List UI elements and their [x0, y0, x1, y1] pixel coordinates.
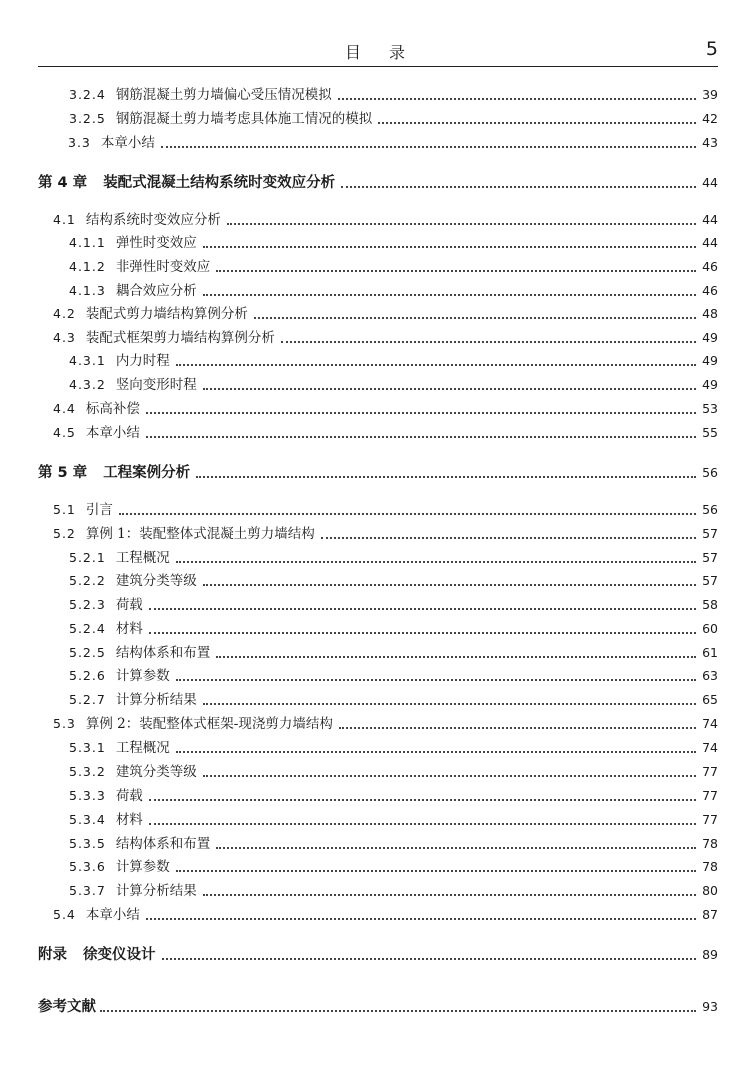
toc-entry-number: 4.3.2	[69, 377, 106, 392]
toc-chapter-title: 装配式混凝土结构系统时变效应分析	[103, 175, 336, 191]
toc-entry-number: 4.1.1	[69, 235, 106, 250]
toc-entry[interactable]	[38, 785, 718, 807]
toc-entry[interactable]	[38, 256, 718, 278]
toc-entry-number: 4.1	[53, 212, 76, 227]
toc-entry-number: 5.3.6	[69, 859, 106, 874]
toc-entry[interactable]	[38, 108, 718, 130]
header-title: 目 录	[344, 43, 411, 62]
toc-entry-page: 58	[702, 597, 718, 612]
toc-chapter-entry[interactable]	[38, 944, 718, 966]
toc-entry-title: 材料	[115, 812, 143, 828]
toc-entry-title: 装配式剪力墙结构算例分析	[85, 306, 248, 322]
toc-entry-page: 89	[702, 947, 718, 962]
toc-entry-page: 77	[702, 812, 718, 827]
toc-entry-number: 3.3	[68, 135, 91, 150]
dot-leader	[338, 98, 696, 100]
toc-entry-title: 建筑分类等级	[115, 573, 197, 589]
dot-leader	[339, 727, 696, 729]
toc-entry-page: 48	[702, 306, 718, 321]
toc-entry-page: 93	[702, 999, 718, 1014]
toc-entry-number: 5.3.7	[69, 883, 106, 898]
toc-entry-number: 5.2.4	[69, 621, 106, 636]
toc-entry-page: 49	[702, 353, 718, 368]
dot-leader	[203, 246, 696, 248]
dot-leader	[341, 186, 696, 188]
dot-leader	[146, 436, 696, 438]
dot-leader	[100, 1010, 696, 1012]
toc-entry-title: 荷载	[115, 597, 143, 613]
toc-chapter-number: 附录	[38, 947, 67, 963]
toc-entry-title: 本章小结	[85, 425, 140, 441]
toc-entry-page: 44	[702, 212, 718, 227]
toc-entry-page: 74	[702, 740, 718, 755]
toc-entry-page: 49	[702, 377, 718, 392]
toc-entry-title: 结构体系和布置	[115, 645, 211, 661]
toc-entry-title: 计算参数	[115, 668, 170, 684]
toc-entry[interactable]	[38, 594, 718, 616]
toc-entry-page: 49	[702, 330, 718, 345]
toc-entry-title: 本章小结	[100, 135, 155, 151]
toc-entry-title: 计算分析结果	[115, 883, 197, 899]
toc-entry-page: 78	[702, 859, 718, 874]
toc-entry-title: 钢筋混凝土剪力墙考虑具体施工情况的模拟	[115, 111, 373, 127]
toc-entry-page: 87	[702, 907, 718, 922]
toc-entry-title: 材料	[115, 621, 143, 637]
dot-leader	[203, 894, 696, 896]
toc-entry-number: 5.3.3	[69, 788, 106, 803]
toc-entry-number: 5.3.2	[69, 764, 106, 779]
toc-entry-number: 4.5	[53, 425, 76, 440]
toc-entry-title: 非弹性时变效应	[115, 259, 211, 275]
dot-leader	[162, 958, 697, 960]
toc-entry-number: 5.2.3	[69, 597, 106, 612]
toc-entry-number: 5.4	[53, 907, 76, 922]
toc-entry[interactable]	[38, 642, 718, 664]
dot-leader	[203, 584, 696, 586]
toc-entry[interactable]	[38, 374, 718, 396]
toc-entry-number: 3.2.5	[69, 111, 106, 126]
toc-chapter-entry[interactable]	[38, 996, 718, 1018]
toc-chapter-number: 第 5 章	[38, 465, 88, 481]
dot-leader	[149, 608, 696, 610]
toc-entry-page: 43	[702, 135, 718, 150]
toc-entry-number: 5.3.5	[69, 836, 106, 851]
toc-entry-page: 44	[702, 235, 718, 250]
toc-entry-number: 4.1.3	[69, 283, 106, 298]
toc-entry-page: 42	[702, 111, 718, 126]
dot-leader	[196, 476, 696, 478]
toc-entry-number: 5.3.4	[69, 812, 106, 827]
toc-chapter-title: 工程案例分析	[103, 465, 191, 481]
toc-entry[interactable]	[38, 618, 718, 640]
toc-entry[interactable]	[38, 665, 718, 687]
toc-entry[interactable]	[38, 523, 718, 545]
toc-entry-number: 5.2.5	[69, 645, 106, 660]
toc-entry-page: 80	[702, 883, 718, 898]
dot-leader	[149, 823, 696, 825]
header-page-number: 5	[705, 38, 718, 60]
toc-entry[interactable]	[38, 570, 718, 592]
toc-entry-title: 建筑分类等级	[115, 764, 197, 780]
toc-entry-page: 46	[702, 283, 718, 298]
toc-entry-number: 4.4	[53, 401, 76, 416]
toc-entry[interactable]	[38, 232, 718, 254]
toc-entry-page: 55	[702, 425, 718, 440]
dot-leader	[281, 341, 696, 343]
dot-leader	[176, 751, 696, 753]
toc-entry-page: 77	[702, 788, 718, 803]
toc-entry-title: 算例 1：装配整体式混凝土剪力墙结构	[85, 526, 315, 542]
toc-entry-page: 57	[702, 550, 718, 565]
toc-entry[interactable]	[38, 833, 718, 855]
toc-entry[interactable]	[38, 499, 718, 521]
toc-entry[interactable]	[38, 880, 718, 902]
toc-entry-number: 5.2	[53, 526, 76, 541]
toc-entry-number: 4.3	[53, 330, 76, 345]
toc-entry[interactable]	[38, 713, 718, 735]
toc-entry[interactable]	[38, 350, 718, 372]
toc-entry[interactable]	[38, 280, 718, 302]
toc-entry-title: 算例 2：装配整体式框架-现浇剪力墙结构	[85, 716, 333, 732]
dot-leader	[161, 146, 696, 148]
toc-entry-title: 计算参数	[115, 859, 170, 875]
toc-entry[interactable]	[38, 547, 718, 569]
toc-entry[interactable]	[38, 856, 718, 878]
toc-chapter-number: 参考文献	[38, 999, 96, 1015]
toc-entry-page: 53	[702, 401, 718, 416]
toc-entry-page: 44	[702, 175, 718, 190]
toc-entry-number: 3.2.4	[69, 87, 106, 102]
toc-entry-page: 56	[702, 465, 718, 480]
toc-entry-number: 4.2	[53, 306, 76, 321]
dot-leader	[176, 679, 696, 681]
toc-entry-page: 78	[702, 836, 718, 851]
toc-entry-title: 钢筋混凝土剪力墙偏心受压情况模拟	[115, 87, 332, 103]
toc-chapter-number: 第 4 章	[38, 175, 88, 191]
dot-leader	[203, 388, 696, 390]
dot-leader	[227, 223, 696, 225]
toc-entry-number: 4.1.2	[69, 259, 106, 274]
toc-entry[interactable]	[38, 761, 718, 783]
dot-leader	[149, 632, 696, 634]
toc-entry-title: 工程概况	[115, 550, 170, 566]
toc-entry-page: 63	[702, 668, 718, 683]
toc-entry-page: 57	[702, 526, 718, 541]
toc-entry-page: 46	[702, 259, 718, 274]
toc-entry[interactable]	[38, 398, 718, 420]
toc-entry-number: 4.3.1	[69, 353, 106, 368]
dot-leader	[176, 561, 696, 563]
toc-entry[interactable]	[38, 327, 718, 349]
toc-entry-page: 74	[702, 716, 718, 731]
toc-entry-title: 结构体系和布置	[115, 836, 211, 852]
toc-entry-title: 标高补偿	[85, 401, 140, 417]
toc-entry-title: 引言	[85, 502, 113, 518]
toc-entry[interactable]	[38, 422, 718, 444]
toc-entry[interactable]	[38, 84, 718, 106]
dot-leader	[119, 513, 696, 515]
toc-entry-page: 39	[702, 87, 718, 102]
dot-leader	[254, 317, 696, 319]
dot-leader	[216, 847, 696, 849]
dot-leader	[216, 656, 696, 658]
toc-entry-number: 5.2.7	[69, 692, 106, 707]
toc-entry-number: 5.3	[53, 716, 76, 731]
toc-entry-title: 竖向变形时程	[115, 377, 197, 393]
toc-entry-title: 结构系统时变效应分析	[85, 212, 221, 228]
dot-leader	[149, 799, 696, 801]
toc-entry[interactable]	[38, 132, 718, 154]
toc-entry-number: 5.2.6	[69, 668, 106, 683]
toc-entry[interactable]	[38, 737, 718, 759]
dot-leader	[176, 870, 696, 872]
toc-entry-title: 本章小结	[85, 907, 140, 923]
dot-leader	[203, 703, 696, 705]
toc-entry-title: 装配式框架剪力墙结构算例分析	[85, 330, 275, 346]
toc-entry-page: 60	[702, 621, 718, 636]
toc-entry-number: 5.2.2	[69, 573, 106, 588]
toc-chapter-title: 徐变仪设计	[83, 947, 156, 963]
toc-entry-title: 荷载	[115, 788, 143, 804]
toc-entry[interactable]	[38, 689, 718, 711]
toc-chapter-entry[interactable]	[38, 172, 718, 194]
toc-entry[interactable]	[38, 303, 718, 325]
toc-entry-page: 57	[702, 573, 718, 588]
dot-leader	[203, 294, 696, 296]
toc-entry-page: 61	[702, 645, 718, 660]
dot-leader	[176, 364, 696, 366]
toc-entry-page: 56	[702, 502, 718, 517]
toc-entry[interactable]	[38, 209, 718, 231]
toc-entry-title: 耦合效应分析	[115, 283, 197, 299]
dot-leader	[203, 775, 696, 777]
dot-leader	[146, 918, 696, 920]
dot-leader	[146, 412, 696, 414]
toc-entry[interactable]	[38, 904, 718, 926]
toc-entry-title: 计算分析结果	[115, 692, 197, 708]
toc-chapter-entry[interactable]	[38, 462, 718, 484]
dot-leader	[216, 270, 696, 272]
toc-entry-number: 5.2.1	[69, 550, 106, 565]
toc-entry-title: 内力时程	[115, 353, 170, 369]
toc-entry-page: 65	[702, 692, 718, 707]
toc-entry-page: 77	[702, 764, 718, 779]
toc-entry[interactable]	[38, 809, 718, 831]
toc-entry-title: 弹性时变效应	[115, 235, 197, 251]
dot-leader	[378, 122, 696, 124]
running-header	[38, 36, 718, 67]
toc-entry-number: 5.1	[53, 502, 76, 517]
dot-leader	[321, 537, 696, 539]
toc-entry-title: 工程概况	[115, 740, 170, 756]
toc-entry-number: 5.3.1	[69, 740, 106, 755]
